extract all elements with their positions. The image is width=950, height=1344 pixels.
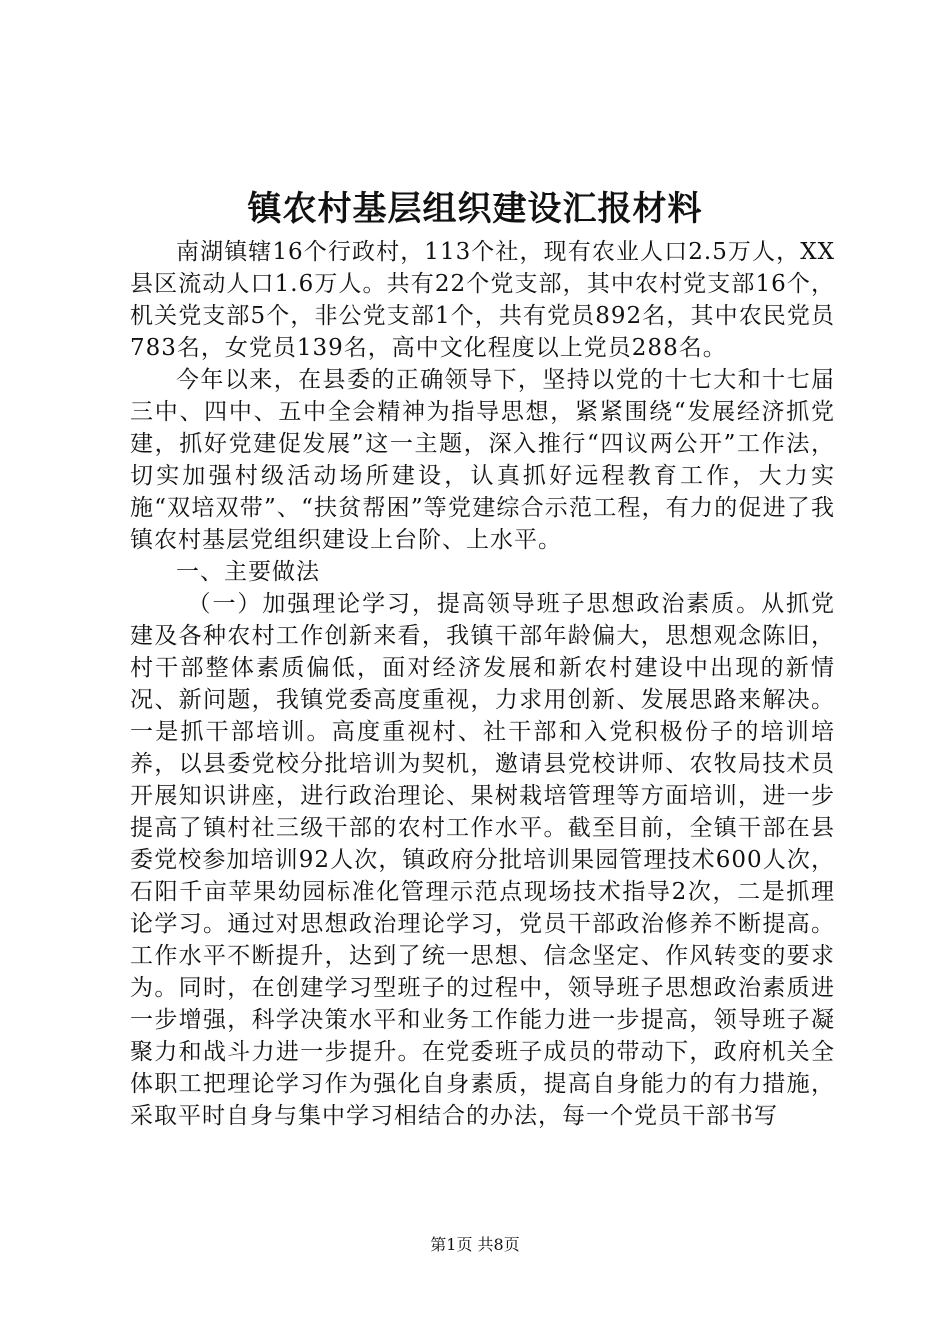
paragraph-overview: 南湖镇辖16个行政村，113个社，现有农业人口2.5万人，XX县区流动人口1.6万人。共有22个党支部，其中农村党支部16个，机关党支部5个，非公党支部1个，共有党员892名，其中农民党员783名，女党员139名，高中文化程度以上党员288名。 <box>130 239 835 361</box>
document-title: 镇农村基层组织建设汇报材料 <box>247 189 703 229</box>
page-footer: 第1页 共8页 <box>430 1235 520 1254</box>
paragraph-summary: 今年以来，在县委的正确领导下，坚持以党的十七大和十七届三中、四中、五中全会精神为指导思想，紧紧围绕“发展经济抓党建，抓好党建促发展”这一主题，深入推行“四议两公开”工作法，切实加强村级活动场所建设，认真抓好远程教育工作，大力实施“双培双带”、“扶贫帮困”等党建综合示范工程，有力的促进了我镇农村基层党组织建设上台阶、上水平。 <box>130 367 835 553</box>
section-heading-main-practices: 一、主要做法 <box>176 559 320 585</box>
document-body <box>130 236 835 1132</box>
paragraph-theory-study: （一）加强理论学习，提高领导班子思想政治素质。从抓党建及各种农村工作创新来看，我镇干部年龄偏大，思想观念陈旧，村干部整体素质偏低，面对经济发展和新农村建设中出现的新情况、新问题，我镇党委高度重视，力求用创新、发展思路来解决。一是抓干部培训。高度重视村、社干部和入党积极份子的培训培养，以县委党校分批培训为契机，邀请县党校讲师、农牧局技术员开展知识讲座，进行政治理论、果树栽培管理等方面培训，进一步提高了镇村社三级干部的农村工作水平。截至目前，全镇干部在县委党校参加培训92人次，镇政府分批培训果园管理技术600人次，石阳千亩苹果幼园标准化管理示范点现场技术指导2次，二是抓理论学习。通过对思想政治理论学习，党员干部政治修养不断提高。工作水平不断提升，达到了统一思想、信念坚定、作风转变的要求为。同时，在创建学习型班子的过程中，领导班子思想政治素质进一步增强，科学决策水平和业务工作能力进一步提高，领导班子凝聚力和战斗力进一步提升。在党委班子成员的带动下，政府机关全体职工把理论学习作为强化自身素质，提高自身能力的有力措施，采取平时自身与集中学习相结合的办法，每一个党员干部书写 <box>130 591 835 1129</box>
